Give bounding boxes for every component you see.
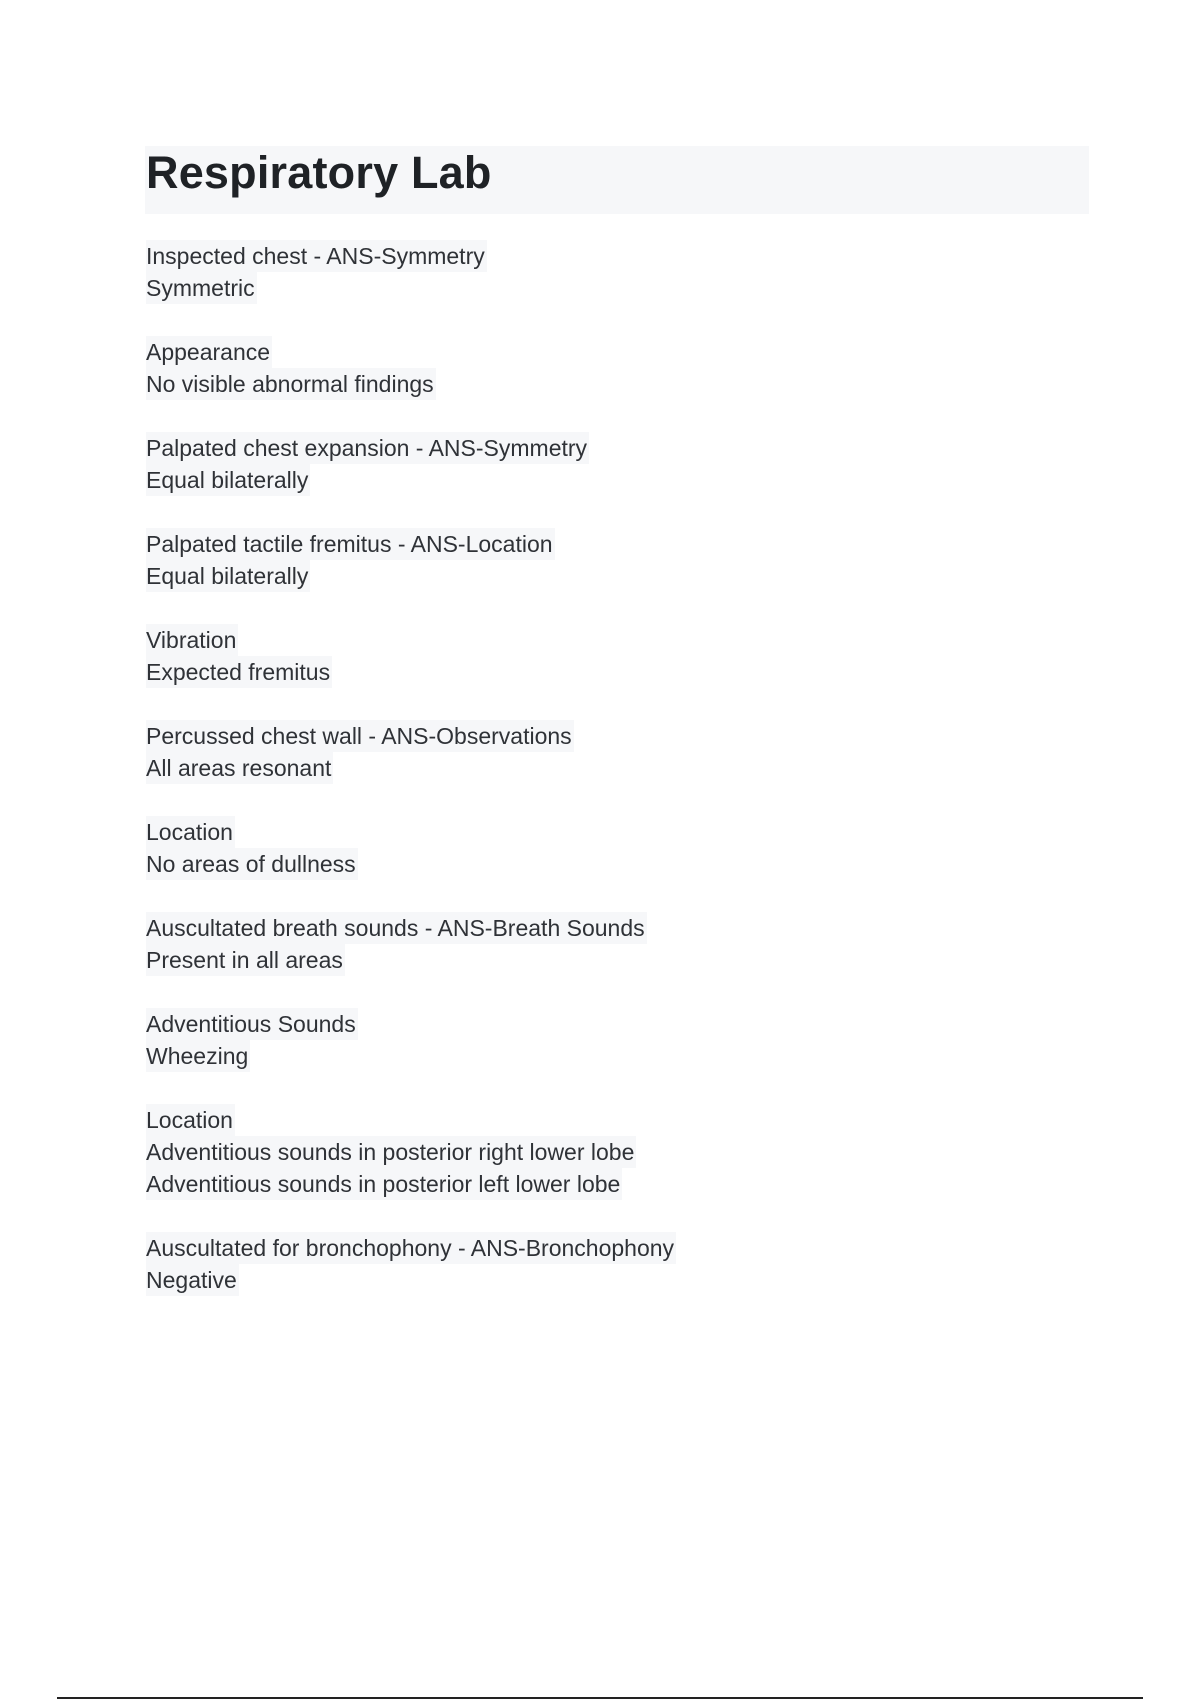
entry-label: Auscultated breath sounds - ANS-Breath Sounds bbox=[146, 912, 647, 944]
entry-value: Adventitious sounds in posterior right lower lobe bbox=[146, 1136, 636, 1168]
entry bbox=[146, 1232, 1046, 1296]
entry bbox=[146, 528, 1046, 592]
entry-value: Wheezing bbox=[146, 1040, 250, 1072]
entry-value: Symmetric bbox=[146, 272, 257, 304]
entry-label: Location bbox=[146, 816, 235, 848]
entry bbox=[146, 720, 1046, 784]
entry-value: All areas resonant bbox=[146, 752, 333, 784]
page-title: Respiratory Lab bbox=[146, 147, 492, 198]
entry-label: Location bbox=[146, 1104, 235, 1136]
entry-label: Inspected chest - ANS-Symmetry bbox=[146, 240, 487, 272]
page-bottom-rule bbox=[57, 1697, 1143, 1699]
entry-label: Appearance bbox=[146, 336, 272, 368]
entry bbox=[146, 816, 1046, 880]
entry-label: Percussed chest wall - ANS-Observations bbox=[146, 720, 574, 752]
entry bbox=[146, 1008, 1046, 1072]
entry-label: Vibration bbox=[146, 624, 238, 656]
entry-value: Equal bilaterally bbox=[146, 560, 310, 592]
entry-value: Expected fremitus bbox=[146, 656, 332, 688]
entry-label: Palpated tactile fremitus - ANS-Location bbox=[146, 528, 555, 560]
entry-value: Equal bilaterally bbox=[146, 464, 310, 496]
entry bbox=[146, 336, 1046, 400]
entry-label: Auscultated for bronchophony - ANS-Bronchophony bbox=[146, 1232, 676, 1264]
entry-value: Negative bbox=[146, 1264, 239, 1296]
entry-label: Adventitious Sounds bbox=[146, 1008, 358, 1040]
entries-list bbox=[146, 240, 1046, 1328]
entry bbox=[146, 432, 1046, 496]
entry bbox=[146, 240, 1046, 304]
entry-value: Present in all areas bbox=[146, 944, 345, 976]
entry-label: Palpated chest expansion - ANS-Symmetry bbox=[146, 432, 589, 464]
entry bbox=[146, 912, 1046, 976]
entry-value: No areas of dullness bbox=[146, 848, 358, 880]
entry-value: Adventitious sounds in posterior left lower lobe bbox=[146, 1168, 622, 1200]
entry-value: No visible abnormal findings bbox=[146, 368, 436, 400]
entry bbox=[146, 1104, 1046, 1200]
entry bbox=[146, 624, 1046, 688]
